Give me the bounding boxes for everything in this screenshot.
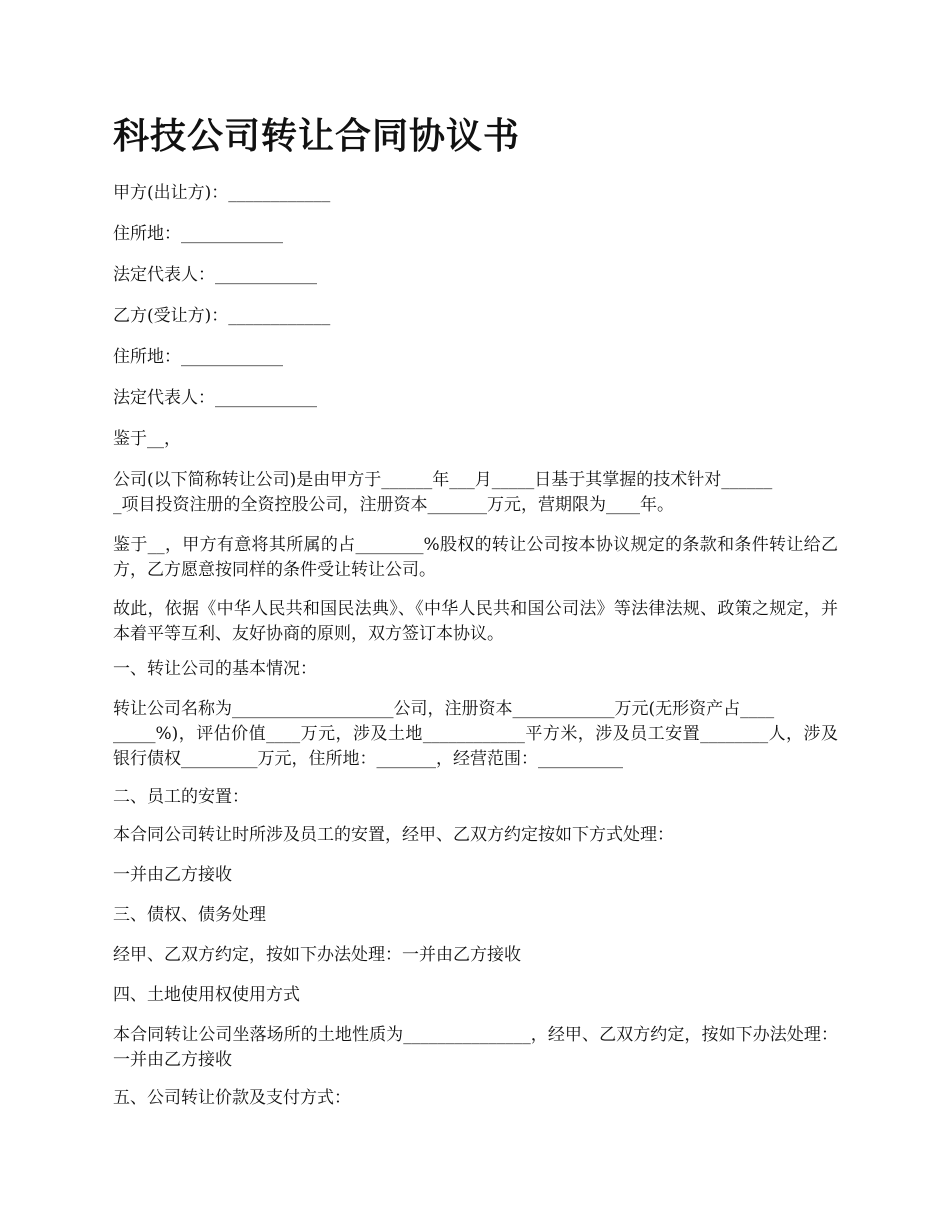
section-3-body: 经甲、乙双方约定，按如下办法处理：一并由乙方接收 [113,945,521,965]
section-4-body: 本合同转让公司坐落场所的土地性质为_______________，经甲、乙双方约定，按如下办法处理：一并由乙方接收 [113,1025,838,1070]
section-2-item: 一并由乙方接收 [113,865,232,885]
legal-basis-paragraph: 故此，依据《中华人民共和国民法典》、《中华人民共和国公司法》等法律法规、政策之规定，并本着平等互利、友好协商的原则，双方签订本协议。 [113,599,838,644]
party-a-line: 甲方(出让方)：____________ [113,183,331,203]
section-2-body: 本合同公司转让时所涉及员工的安置，经甲、乙双方约定按如下方式处理： [113,825,674,845]
whereas-paragraph-2: 鉴于__，甲方有意将其所属的占________%股权的转让公司按本协议规定的条款和条件转让给乙方，乙方愿意按同样的条件受让转让公司。 [113,535,838,580]
party-b-line: 乙方(受让方)：____________ [113,306,331,326]
party-b-address-line: 住所地：____________ [113,347,283,367]
party-b-representative-line: 法定代表人：____________ [113,388,317,408]
section-2-heading: 二、员工的安置： [113,787,249,807]
section-5-heading: 五、公司转让价款及支付方式： [113,1088,351,1108]
section-4-heading: 四、土地使用权使用方式 [113,985,300,1005]
whereas-paragraph-1: 鉴于__， [113,429,181,449]
section-1-heading: 一、转让公司的基本情况： [113,659,317,679]
company-intro-paragraph: 公司(以下简称转让公司)是由甲方于______年___月_____日基于其掌握的技术针对______ _项目投资注册的全资控股公司，注册资本_______万元，营期限为____年。 [113,470,773,515]
section-3-heading: 三、债权、债务处理 [113,905,266,925]
party-a-representative-line: 法定代表人：____________ [113,265,317,285]
section-1-body: 转让公司名称为___________________公司，注册资本____________万元(无形资产占____ _____%)，评估价值____万元，涉及土地____________平方米，涉及员工安置________人，涉及银行债权_________万元，住所地：_______，经营范围：__________ [113,699,838,769]
document-title: 科技公司转让合同协议书 [113,115,521,157]
party-a-address-line: 住所地：____________ [113,224,283,244]
